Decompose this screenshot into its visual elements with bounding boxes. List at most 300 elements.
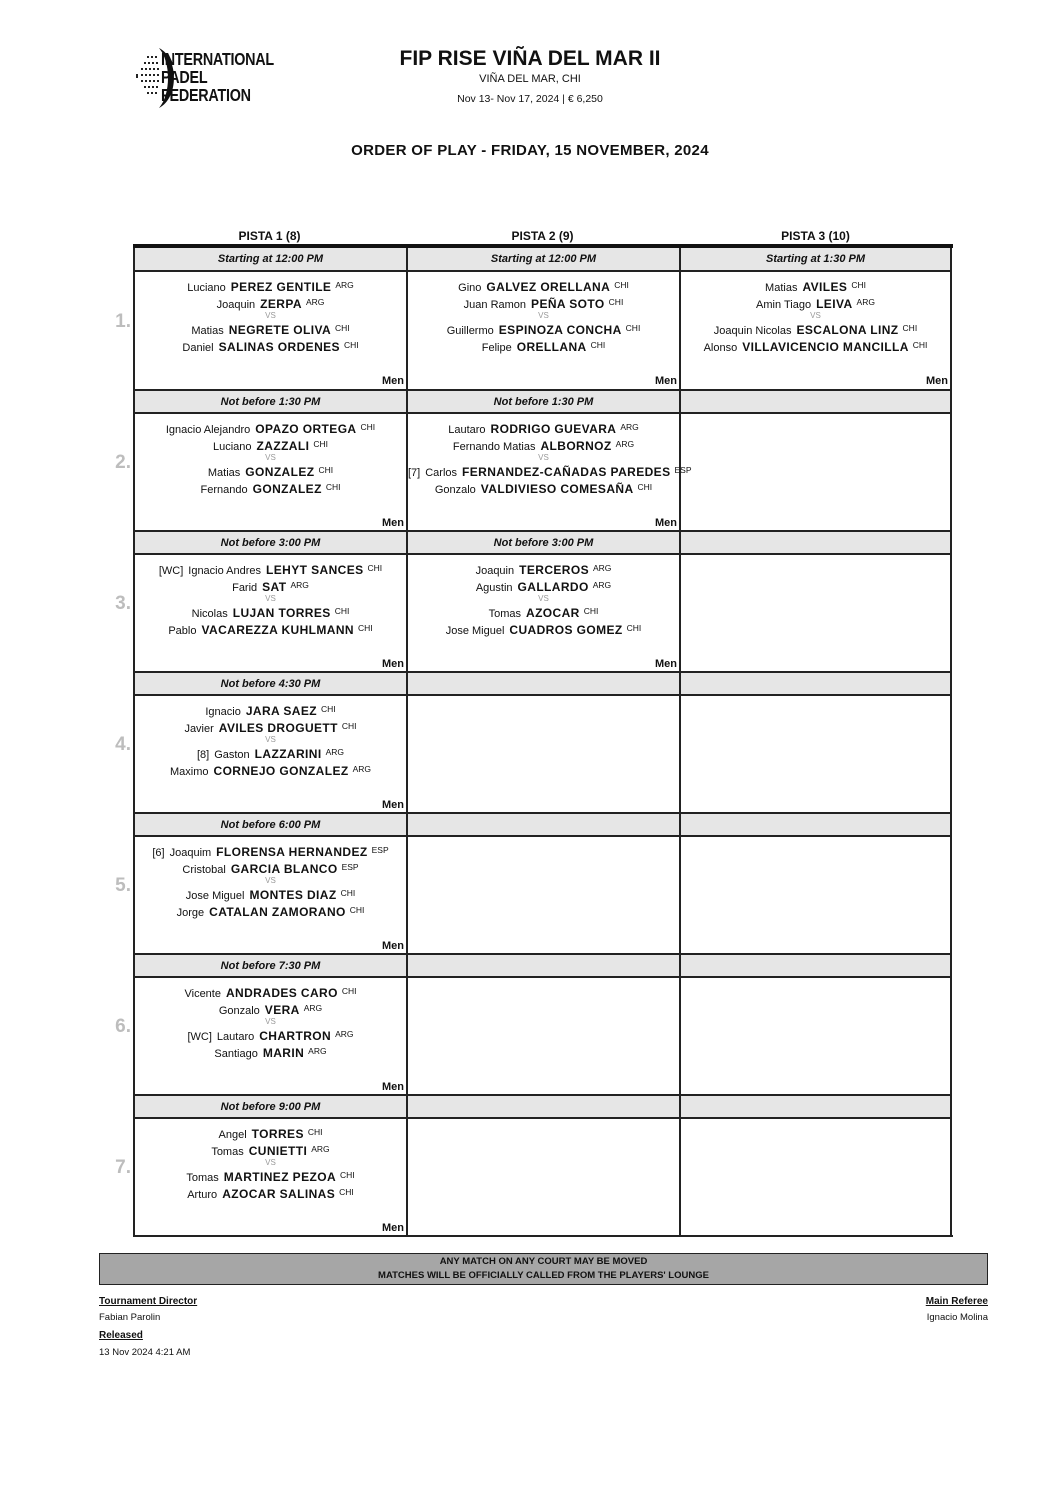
player-first-name: Fernando [200, 484, 248, 496]
empty-slot [408, 1119, 679, 1235]
player-first-name: Ignacio Alejandro [165, 424, 251, 436]
player [135, 701, 406, 718]
player [135, 277, 406, 294]
player-last-name: PEÑA SOTO [531, 297, 605, 311]
start-time [408, 1094, 679, 1119]
player-last-name: ORELLANA [516, 340, 587, 354]
player-last-name: CORNEJO GONZALEZ [213, 764, 349, 778]
player-first-name: Maximo [169, 766, 209, 778]
player-country: CHI [340, 888, 356, 898]
court-cell [679, 671, 952, 812]
row-number: 5. [115, 875, 131, 896]
row-number: 4. [115, 734, 131, 755]
player [135, 320, 406, 337]
player-last-name: MARTINEZ PEZOA [223, 1170, 337, 1184]
player [408, 560, 679, 577]
player-last-name: AVILES [802, 280, 848, 294]
start-time [681, 389, 950, 414]
match-category: Men [382, 1222, 404, 1234]
player [135, 1167, 406, 1184]
player-first-name: Joaquin Nicolas [713, 325, 792, 337]
match-category: Men [382, 799, 404, 811]
match-teams [135, 837, 406, 919]
court-cell [679, 389, 952, 530]
player-country: ARG [620, 422, 639, 432]
start-time: Not before 6:00 PM [135, 812, 406, 837]
player [408, 479, 679, 496]
match-category: Men [382, 517, 404, 529]
player-first-name: Matias [191, 325, 224, 337]
match-teams [135, 272, 406, 354]
player-last-name: ZAZZALI [256, 439, 310, 453]
player [135, 902, 406, 919]
player-last-name: MONTES DIAZ [249, 888, 337, 902]
empty-slot [408, 837, 679, 953]
court-cell [406, 671, 679, 812]
player [135, 1043, 406, 1060]
player-country: CHI [608, 297, 624, 307]
player-country: CHI [626, 623, 642, 633]
match-category: Men [655, 658, 677, 670]
court-cell [679, 812, 952, 953]
match-teams [408, 555, 679, 637]
notice-banner [99, 1253, 988, 1285]
court-cell [406, 1094, 679, 1235]
player-country: CHI [341, 721, 357, 731]
match-row [115, 530, 952, 671]
start-time [408, 671, 679, 696]
court-cell [133, 953, 406, 1094]
empty-slot [408, 978, 679, 1094]
released-value: 13 Nov 2024 4:21 AM [99, 1347, 191, 1358]
start-time [681, 671, 950, 696]
player [135, 859, 406, 876]
match-teams [135, 1119, 406, 1201]
start-time [681, 953, 950, 978]
player-country: CHI [912, 340, 928, 350]
match [408, 272, 679, 388]
court-cell [133, 530, 406, 671]
player-first-name: Gonzalo [218, 1005, 260, 1017]
match [135, 1119, 406, 1235]
player-first-name: Felipe [481, 342, 512, 354]
player-last-name: JARA SAEZ [245, 704, 317, 718]
vs-label: VS [538, 311, 549, 320]
player-country: ARG [303, 1003, 323, 1013]
player-country: ESP [371, 845, 389, 855]
player [408, 320, 679, 337]
player-first-name: Joaquim [169, 847, 212, 859]
player-first-name: Cristobal [182, 864, 226, 876]
player [681, 337, 950, 354]
vs-label: VS [810, 311, 821, 320]
row-cells [133, 671, 952, 812]
player [135, 842, 406, 859]
player-country: CHI [360, 422, 376, 432]
player-country: ESP [341, 862, 359, 872]
player-last-name: TERCEROS [519, 563, 589, 577]
match [135, 414, 406, 530]
player [135, 294, 406, 311]
player [135, 1184, 406, 1201]
court-cell [406, 812, 679, 953]
row-number: 6. [115, 1016, 131, 1037]
player-country: CHI [637, 482, 653, 492]
row-cells [133, 389, 952, 530]
player-country: CHI [325, 482, 341, 492]
player-seed: [WC] [187, 1031, 212, 1043]
player [408, 294, 679, 311]
player [135, 1124, 406, 1141]
row-cells [133, 248, 952, 389]
start-time: Not before 3:00 PM [408, 530, 679, 555]
match-row [115, 812, 952, 953]
player [135, 560, 406, 577]
player-first-name: Daniel [182, 342, 214, 354]
match-category: Men [382, 1081, 404, 1093]
player-first-name: Nicolas [191, 608, 228, 620]
player-country: CHI [625, 323, 641, 333]
vs-label: VS [265, 311, 276, 320]
player-last-name: GALLARDO [517, 580, 589, 594]
court-cell [133, 389, 406, 530]
player-seed: [WC] [158, 565, 184, 577]
player-last-name: CHARTRON [259, 1029, 332, 1043]
player-first-name: Fernando Matias [452, 441, 536, 453]
player-last-name: LEIVA [816, 297, 853, 311]
player-country: CHI [335, 323, 350, 333]
player [135, 620, 406, 637]
player [135, 983, 406, 1000]
player-country: CHI [318, 465, 334, 475]
player [408, 620, 679, 637]
player-country: ARG [305, 297, 325, 307]
player-first-name: Ignacio Andres [188, 565, 262, 577]
player-country: ARG [335, 280, 354, 290]
start-time: Not before 3:00 PM [135, 530, 406, 555]
start-time: Starting at 1:30 PM [681, 248, 950, 272]
player-last-name: SAT [262, 580, 287, 594]
player-country: CHI [340, 1170, 355, 1180]
match-category: Men [382, 375, 404, 387]
main-referee-name: Ignacio Molina [926, 1312, 988, 1323]
player-first-name: Gaston [214, 749, 250, 761]
player-country: CHI [334, 606, 350, 616]
player-country: CHI [614, 280, 629, 290]
player-last-name: NEGRETE OLIVA [228, 323, 332, 337]
player-last-name: ALBORNOZ [540, 439, 612, 453]
player-first-name: Carlos [425, 467, 458, 479]
player-first-name: Farid [232, 582, 258, 594]
player [135, 885, 406, 902]
player [135, 337, 406, 354]
player-first-name: Jorge [176, 907, 205, 919]
start-time [408, 812, 679, 837]
player [408, 337, 679, 354]
match-teams [681, 272, 950, 354]
logo-line-2: PADEL [161, 67, 208, 87]
match [135, 272, 406, 388]
player-first-name: Tomas [488, 608, 522, 620]
table-bottom-rule [133, 1235, 953, 1237]
player-first-name: Ignacio [205, 706, 241, 718]
player-country: ARG [325, 747, 345, 757]
empty-slot [681, 978, 950, 1094]
player-first-name: Lautaro [448, 424, 486, 436]
court-cell [406, 248, 679, 389]
player-country: ARG [308, 1046, 327, 1056]
player-country: CHI [583, 606, 599, 616]
player-country: ESP [674, 465, 692, 475]
player [408, 577, 679, 594]
player-country: CHI [339, 1187, 354, 1197]
court-cell [406, 389, 692, 530]
start-time: Not before 9:00 PM [135, 1094, 406, 1119]
start-time [681, 812, 950, 837]
tournament-director-name: Fabian Parolin [99, 1312, 161, 1323]
player [135, 718, 406, 735]
player-first-name: Pablo [168, 625, 197, 637]
match-category: Men [926, 375, 948, 387]
player-country: CHI [341, 986, 357, 996]
player-last-name: AZOCAR SALINAS [222, 1187, 336, 1201]
player-country: CHI [358, 623, 373, 633]
player-first-name: Matias [765, 282, 798, 294]
player-last-name: VERA [264, 1003, 300, 1017]
player-last-name: ESCALONA LINZ [796, 323, 899, 337]
match-category: Men [382, 940, 404, 952]
vs-label: VS [265, 1158, 276, 1167]
match-row [115, 671, 952, 812]
player-country: CHI [343, 340, 359, 350]
player [408, 277, 679, 294]
player-country: CHI [902, 323, 918, 333]
player-first-name: Gonzalo [434, 484, 476, 496]
match-category: Men [655, 517, 677, 529]
player-country: ARG [290, 580, 309, 590]
player-country: ARG [856, 297, 875, 307]
player-first-name: Luciano [187, 282, 226, 294]
player-first-name: Angel [218, 1129, 247, 1141]
start-time [408, 953, 679, 978]
court-cell [133, 671, 406, 812]
player-first-name: Gino [458, 282, 482, 294]
player [135, 1026, 406, 1043]
player-first-name: Jose Miguel [185, 890, 245, 902]
player-last-name: OPAZO ORTEGA [255, 422, 357, 436]
start-time [681, 530, 950, 555]
start-time: Not before 7:30 PM [135, 953, 406, 978]
player-last-name: VACAREZZA KUHLMANN [201, 623, 355, 637]
match-category: Men [655, 375, 677, 387]
match-row [115, 953, 952, 1094]
player-first-name: Juan Ramon [463, 299, 527, 311]
main-referee-label: Main Referee [925, 1296, 988, 1307]
player-country: ARG [335, 1029, 354, 1039]
match-teams [135, 555, 406, 637]
player-seed: [6] [152, 847, 165, 859]
tournament-dates-prize: Nov 13- Nov 17, 2024 | € 6,250 [457, 93, 603, 105]
player-last-name: VALDIVIESO COMESAÑA [480, 482, 634, 496]
court-cell [679, 530, 952, 671]
player-country: CHI [321, 704, 336, 714]
player-last-name: CUADROS GOMEZ [509, 623, 623, 637]
logo-line-3: FEDERATION [161, 85, 251, 105]
player-country: CHI [851, 280, 866, 290]
player-country: ARG [311, 1144, 330, 1154]
court-cell [679, 248, 952, 389]
player [408, 603, 679, 620]
tournament-location: VIÑA DEL MAR, CHI [479, 73, 581, 85]
player-last-name: CUNIETTI [248, 1144, 308, 1158]
player-last-name: GONZALEZ [252, 482, 322, 496]
player-country: CHI [367, 563, 383, 573]
match-teams [408, 272, 679, 354]
vs-label: VS [265, 735, 276, 744]
start-time [681, 1094, 950, 1119]
released-label: Released [99, 1330, 143, 1341]
player-last-name: MARIN [262, 1046, 305, 1060]
court-cell [406, 530, 679, 671]
player-first-name: Luciano [213, 441, 252, 453]
court-cell [679, 1094, 952, 1235]
match [135, 978, 406, 1094]
player-seed: [7] [408, 467, 421, 479]
notice-line-1: ANY MATCH ON ANY COURT MAY BE MOVED [439, 1256, 648, 1267]
player [135, 577, 406, 594]
match [135, 696, 406, 812]
start-time: Starting at 12:00 PM [135, 248, 406, 272]
court-headers [133, 229, 952, 245]
player-country: CHI [313, 439, 328, 449]
player-last-name: VILLAVICENCIO MANCILLA [742, 340, 909, 354]
player-last-name: LEHYT SANCES [266, 563, 364, 577]
player [135, 419, 406, 436]
player-last-name: GONZALEZ [245, 465, 315, 479]
match [135, 837, 406, 953]
player [135, 479, 406, 496]
match-teams [135, 978, 406, 1060]
vs-label: VS [265, 594, 276, 603]
tournament-director-label: Tournament Director [99, 1296, 198, 1307]
player-last-name: PEREZ GENTILE [230, 280, 332, 294]
player [408, 436, 679, 453]
match-teams [135, 414, 406, 496]
player-first-name: Agustin [475, 582, 513, 594]
tournament-title: FIP RISE VIÑA DEL MAR II [399, 47, 661, 70]
start-time: Starting at 12:00 PM [408, 248, 679, 272]
match-row [115, 248, 952, 389]
empty-slot [681, 696, 950, 812]
court-cell [406, 953, 679, 1094]
player [135, 436, 406, 453]
empty-slot [681, 555, 950, 671]
row-number: 2. [115, 452, 131, 473]
player-last-name: SALINAS ORDENES [218, 340, 340, 354]
player-country: CHI [349, 905, 365, 915]
player [408, 419, 679, 436]
start-time: Not before 1:30 PM [408, 389, 679, 414]
player [135, 744, 406, 761]
court-header-1: PISTA 1 (8) [238, 229, 301, 243]
player [135, 761, 406, 778]
player-first-name: Guillermo [446, 325, 494, 337]
player-last-name: LAZZARINI [254, 747, 322, 761]
player-first-name: Alonso [703, 342, 738, 354]
start-time: Not before 4:30 PM [135, 671, 406, 696]
player-last-name: CATALAN ZAMORANO [209, 905, 346, 919]
player-last-name: FLORENSA HERNANDEZ [216, 845, 368, 859]
player-seed: [8] [196, 749, 210, 761]
player-first-name: Tomas [186, 1172, 219, 1184]
player-last-name: ANDRADES CARO [225, 986, 338, 1000]
start-time: Not before 1:30 PM [135, 389, 406, 414]
player [135, 462, 406, 479]
match [135, 555, 406, 671]
match [681, 272, 950, 388]
player-first-name: Santiago [214, 1048, 258, 1060]
player-first-name: Jose Miguel [445, 625, 505, 637]
row-cells [133, 530, 952, 671]
match [408, 555, 679, 671]
notice-line-2: MATCHES WILL BE OFFICIALLY CALLED FROM THE PLAYERS' LOUNGE [378, 1270, 709, 1281]
row-cells [133, 1094, 952, 1235]
player-last-name: AVILES DROGUETT [218, 721, 338, 735]
player-last-name: FERNANDEZ-CAÑADAS PAREDES [462, 465, 671, 479]
player-first-name: Joaquin [475, 565, 515, 577]
match [408, 414, 692, 530]
player-country: ARG [592, 580, 612, 590]
player-last-name: AZOCAR [526, 606, 580, 620]
player-first-name: Amin Tiago [756, 299, 812, 311]
order-of-play-grid [115, 248, 952, 1235]
player-first-name: Vicente [184, 988, 221, 1000]
player-last-name: RODRIGO GUEVARA [490, 422, 617, 436]
player-country: ARG [593, 563, 612, 573]
vs-label: VS [538, 594, 549, 603]
logo-line-1: INTERNATIONAL [161, 49, 274, 69]
player [408, 462, 692, 479]
vs-label: VS [538, 453, 549, 462]
player-last-name: TORRES [251, 1127, 304, 1141]
fip-logo-text [161, 50, 274, 104]
player-last-name: ZERPA [260, 297, 302, 311]
player-country: ARG [615, 439, 635, 449]
player-country: CHI [590, 340, 606, 350]
match-row [115, 1094, 952, 1235]
match-teams [408, 414, 692, 496]
court-cell [133, 812, 406, 953]
court-cell [133, 1094, 406, 1235]
player-last-name: GARCIA BLANCO [230, 862, 338, 876]
player-first-name: Joaquin [216, 299, 256, 311]
empty-slot [681, 414, 950, 530]
player-first-name: Arturo [187, 1189, 218, 1201]
court-header-2: PISTA 2 (9) [511, 229, 574, 243]
row-number: 1. [115, 311, 131, 332]
player-first-name: Tomas [211, 1146, 244, 1158]
player-first-name: Matias [207, 467, 241, 479]
player-last-name: GALVEZ ORELLANA [486, 280, 611, 294]
row-number: 3. [115, 593, 131, 614]
player-first-name: Javier [184, 723, 214, 735]
row-cells [133, 953, 952, 1094]
player-country: ARG [352, 764, 371, 774]
court-header-3: PISTA 3 (10) [781, 229, 850, 243]
match-category: Men [382, 658, 404, 670]
match-teams [135, 696, 406, 778]
player [135, 1141, 406, 1158]
